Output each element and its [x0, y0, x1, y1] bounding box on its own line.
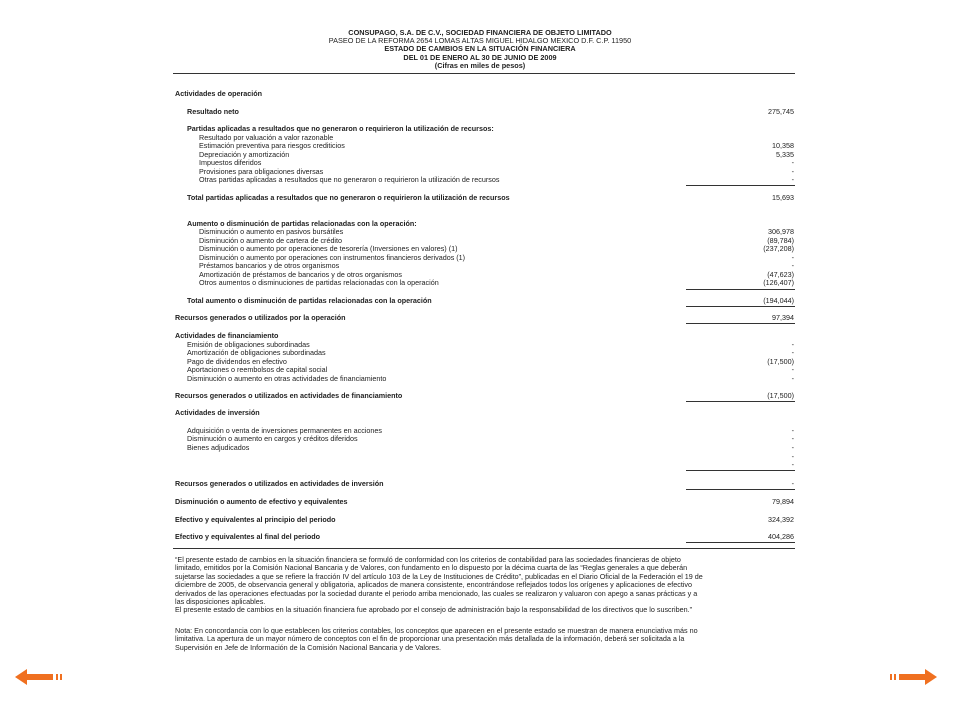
statement-row — [0, 193, 960, 202]
statement-row — [0, 532, 960, 541]
total-rule — [686, 542, 795, 543]
subtotal-rule — [686, 289, 795, 290]
company-name: CONSUPAGO, S.A. DE C.V., SOCIEDAD FINANCIERA DE OBJETO LIMITADO — [348, 28, 612, 37]
row-label: Recursos generados o utilizados en actividades de inversión — [175, 479, 384, 488]
row-value: (126,407) — [763, 278, 794, 287]
statement-row — [0, 479, 960, 488]
subtotal-rule — [686, 306, 795, 307]
row-value: (89,784) — [767, 236, 794, 245]
row-label: Provisiones para obligaciones diversas — [199, 167, 324, 176]
prev-page-button[interactable] — [15, 668, 63, 686]
statement-row — [0, 348, 960, 357]
statement-row — [0, 408, 960, 417]
statement-row — [0, 244, 960, 253]
row-value: 15,693 — [772, 193, 794, 202]
statement-row — [0, 374, 960, 383]
row-value: - — [791, 452, 794, 461]
statement-row — [0, 365, 960, 374]
statement-row — [0, 515, 960, 524]
row-label: Disminución o aumento en otras actividades de financiamiento — [187, 374, 387, 383]
row-label: Aportaciones o reembolsos de capital social — [187, 365, 328, 374]
row-label: Total partidas aplicadas a resultados que no generaron o requirieron la utilización de recursos — [187, 193, 510, 202]
arrow-left-icon — [15, 668, 65, 686]
statement-row — [0, 313, 960, 322]
row-value: 275,745 — [768, 107, 794, 116]
row-label: Resultado por valuación a valor razonable — [199, 133, 334, 142]
row-value: - — [791, 253, 794, 262]
row-label: Adquisición o venta de inversiones permanentes en acciones — [187, 426, 382, 435]
row-label: Bienes adjudicados — [187, 443, 250, 452]
row-label: Recursos generados o utilizados por la operación — [175, 313, 346, 322]
row-value: - — [791, 340, 794, 349]
statement-row — [0, 278, 960, 287]
row-value: - — [791, 460, 794, 469]
subtotal-rule — [686, 185, 795, 186]
row-value: 404,286 — [768, 532, 794, 541]
row-value: - — [791, 443, 794, 452]
statement-row — [0, 227, 960, 236]
row-value: - — [791, 261, 794, 270]
statement-row — [0, 107, 960, 116]
statement-units: (Cifras en miles de pesos) — [434, 60, 526, 70]
row-label: Total aumento o disminución de partidas relacionadas con la operación — [187, 296, 432, 305]
row-label: Préstamos bancarios y de otros organismos — [199, 261, 340, 270]
arrow-right-icon — [888, 668, 938, 686]
row-label: Recursos generados o utilizados en actividades de financiamiento — [175, 391, 403, 400]
row-label: Partidas aplicadas a resultados que no generaron o requirieron la utilización de recursos: — [187, 124, 494, 133]
company-address: PASEO DE LA REFORMA 2654 LOMAS ALTAS MIGUEL HIDALGO MEXICO D.F. C.P. 11950 — [328, 36, 632, 46]
notes-divider — [173, 548, 795, 549]
row-label: Disminución o aumento en pasivos bursátiles — [199, 227, 344, 236]
row-value: 5,335 — [776, 150, 794, 159]
row-label: Resultado neto — [187, 107, 239, 116]
row-label: Disminución o aumento por operaciones con instrumentos financieros derivados (1) — [199, 253, 466, 262]
row-label: Disminución o aumento en cargos y créditos diferidos — [187, 434, 358, 443]
row-value: - — [791, 158, 794, 167]
row-value: - — [791, 365, 794, 374]
statement-row — [0, 296, 960, 305]
total-rule — [686, 323, 795, 324]
statement-row — [0, 124, 960, 133]
row-label: Aumento o disminución de partidas relacionadas con la operación: — [187, 219, 417, 228]
row-value: - — [791, 434, 794, 443]
next-page-button[interactable] — [888, 668, 936, 686]
header-divider — [173, 73, 795, 74]
row-value: - — [791, 348, 794, 357]
row-value: 306,978 — [768, 227, 794, 236]
row-value: (17,500) — [767, 357, 794, 366]
statement-row — [0, 158, 960, 167]
row-value: - — [791, 426, 794, 435]
row-value: 324,392 — [768, 515, 794, 524]
row-label: Otras partidas aplicadas a resultados que no generaron o requirieron la utilización de recursos — [199, 175, 500, 184]
row-value: - — [791, 175, 794, 184]
subtotal-rule — [686, 470, 795, 471]
statement-row — [0, 331, 960, 340]
row-value: 97,394 — [772, 313, 794, 322]
row-label: Impuestos diferidos — [199, 158, 262, 167]
statement-row — [0, 141, 960, 150]
statement-row — [0, 261, 960, 270]
row-value: - — [791, 479, 794, 488]
total-rule — [686, 489, 795, 490]
disclaimer-note: Nota: En concordancia con lo que establecen los criterios contables, los conceptos que aparecen en el presente estado se muestran de manera enunciativa más no limitativa. La apertura de un mayor número de conceptos con el fin de proporcionar una presentación más detallada de la información, deberá ser solicitada a la Supervisión en Jefe de Información de la Comisión Nacional Bancaria y de Valores. — [175, 626, 698, 652]
statement-note-paragraph: “El presente estado de cambios en la situación financiera se formuló de conformidad con los criterios de contabilidad para las sociedades financieras de objeto limitado, emitidos por la Comisión Nacional Bancaria y de Valores, con fundamento en lo dispuesto por la décima cuarta de las “Reglas generales a que deberán sujetarse las sociedades a que se refiere la fracción IV del artículo 103 de la Ley de Instituciones de Crédito”, publicadas en el Diario Oficial de la Federación el 19 de diciembre de 2005, de observancia general y obligatoria, aplicados de manera consistente, encontrándose reflejados todos los orígenes y aplicaciones de efectivo derivados de las operaciones efectuadas por la sociedad durante el periodo arriba mencionado, las cuales se realizaron y valuaron con apego a sanas prácticas y a las disposiciones aplicables. El presente estado de cambios en la situación financiera fue aprobado por el consejo de administración bajo la responsabilidad de los directivos que lo suscriben.” — [175, 555, 703, 615]
statement-row — [0, 434, 960, 443]
row-label: Actividades de financiamiento — [175, 331, 279, 340]
statement-row — [0, 89, 960, 98]
row-label: Efectivo y equivalentes al final del periodo — [175, 532, 320, 541]
row-value: (17,500) — [767, 391, 794, 400]
row-label: Depreciación y amortización — [199, 150, 290, 159]
row-label: Actividades de operación — [175, 89, 263, 98]
row-label: Amortización de préstamos de bancarios y de otros organismos — [199, 270, 402, 279]
statement-period: DEL 01 DE ENERO AL 30 DE JUNIO DE 2009 — [403, 52, 557, 62]
row-value: (237,208) — [763, 244, 794, 253]
row-value: 79,894 — [772, 497, 794, 506]
row-label: Emisión de obligaciones subordinadas — [187, 340, 310, 349]
row-label: Efectivo y equivalentes al principio del periodo — [175, 515, 336, 524]
statement-row — [0, 175, 960, 184]
row-label: Disminución o aumento por operaciones de tesorería (Inversiones en valores) (1) — [199, 244, 458, 253]
statement-row — [0, 391, 960, 400]
row-label: Actividades de inversión — [175, 408, 260, 417]
row-value: - — [791, 374, 794, 383]
row-value: 10,358 — [772, 141, 794, 150]
statement-header — [0, 29, 960, 70]
row-label: Amortización de obligaciones subordinadas — [187, 348, 326, 357]
total-rule — [686, 401, 795, 402]
row-label: Disminución o aumento de cartera de crédito — [199, 236, 343, 245]
row-value: (47,623) — [767, 270, 794, 279]
statement-title: ESTADO DE CAMBIOS EN LA SITUACIÓN FINANCIERA — [384, 44, 576, 54]
row-label: Disminución o aumento de efectivo y equivalentes — [175, 497, 348, 506]
statement-row — [0, 460, 960, 469]
row-value: - — [791, 167, 794, 176]
row-label: Otros aumentos o disminuciones de partidas relacionadas con la operación — [199, 278, 439, 287]
row-label: Pago de dividendos en efectivo — [187, 357, 287, 366]
statement-row — [0, 443, 960, 452]
statement-row — [0, 497, 960, 506]
row-label: Estimación preventiva para riesgos crediticios — [199, 141, 345, 150]
row-value: (194,044) — [763, 296, 794, 305]
